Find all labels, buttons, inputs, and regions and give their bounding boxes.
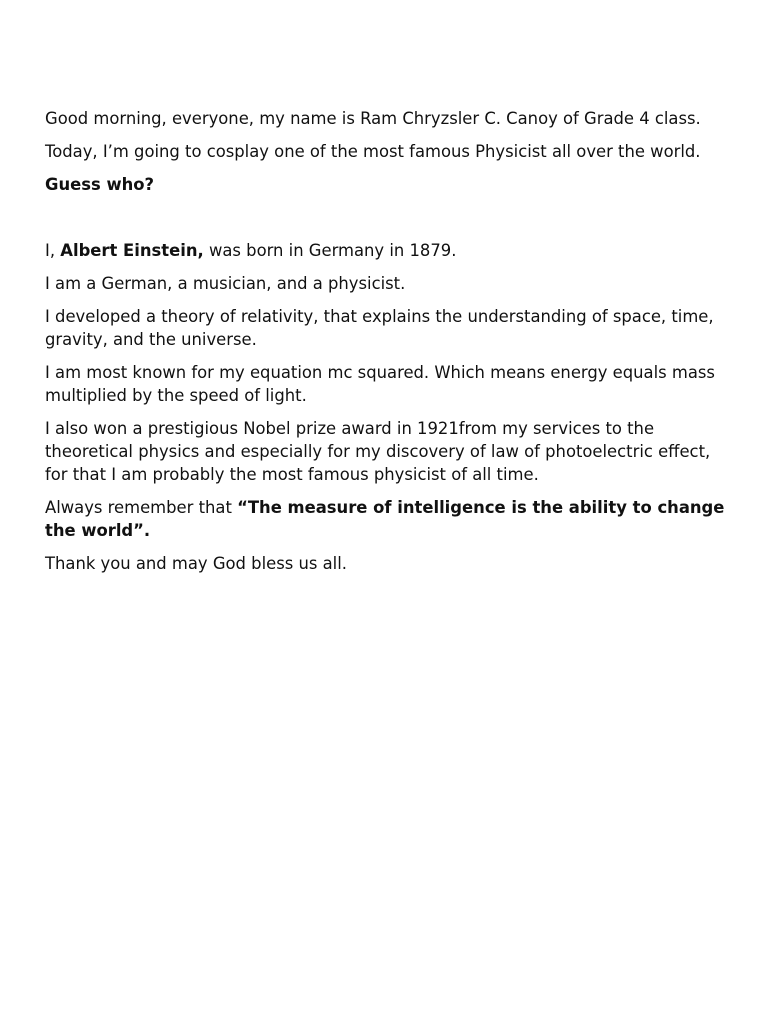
today-paragraph: Today, I’m going to cosplay one of the most famous Physicist all over the world. (45, 142, 701, 161)
guess-paragraph (45, 173, 728, 196)
born-paragraph (45, 239, 728, 262)
quote-paragraph (45, 496, 728, 542)
spacer (45, 206, 728, 239)
born-suffix: was born in Germany in 1879. (203, 241, 457, 260)
equation-paragraph: I am most known for my equation mc squared. Which means energy equals mass multiplied by the speed of light. (45, 363, 715, 405)
born-name: Albert Einstein, (60, 241, 204, 260)
greeting-paragraph: Good morning, everyone, my name is Ram Chryzsler C. Canoy of Grade 4 class. (45, 109, 701, 128)
identity-paragraph: I am a German, a musician, and a physicist. (45, 274, 406, 293)
guess-text: Guess who? (45, 175, 155, 194)
relativity-paragraph: I developed a theory of relativity, that explains the understanding of space, time, gravity, and the universe. (45, 307, 714, 349)
born-prefix: I, (45, 241, 61, 260)
quote-prefix: Always remember that (45, 498, 238, 517)
closing-paragraph: Thank you and may God bless us all. (45, 554, 348, 573)
quote-text: “The measure of intelligence is the ability to change the world”. (45, 498, 725, 540)
nobel-paragraph: I also won a prestigious Nobel prize award in 1921from my services to the theoretical physics and especially for my discovery of law of photoelectric effect, for that I am probably the most famous physicist of all time. (45, 419, 711, 484)
